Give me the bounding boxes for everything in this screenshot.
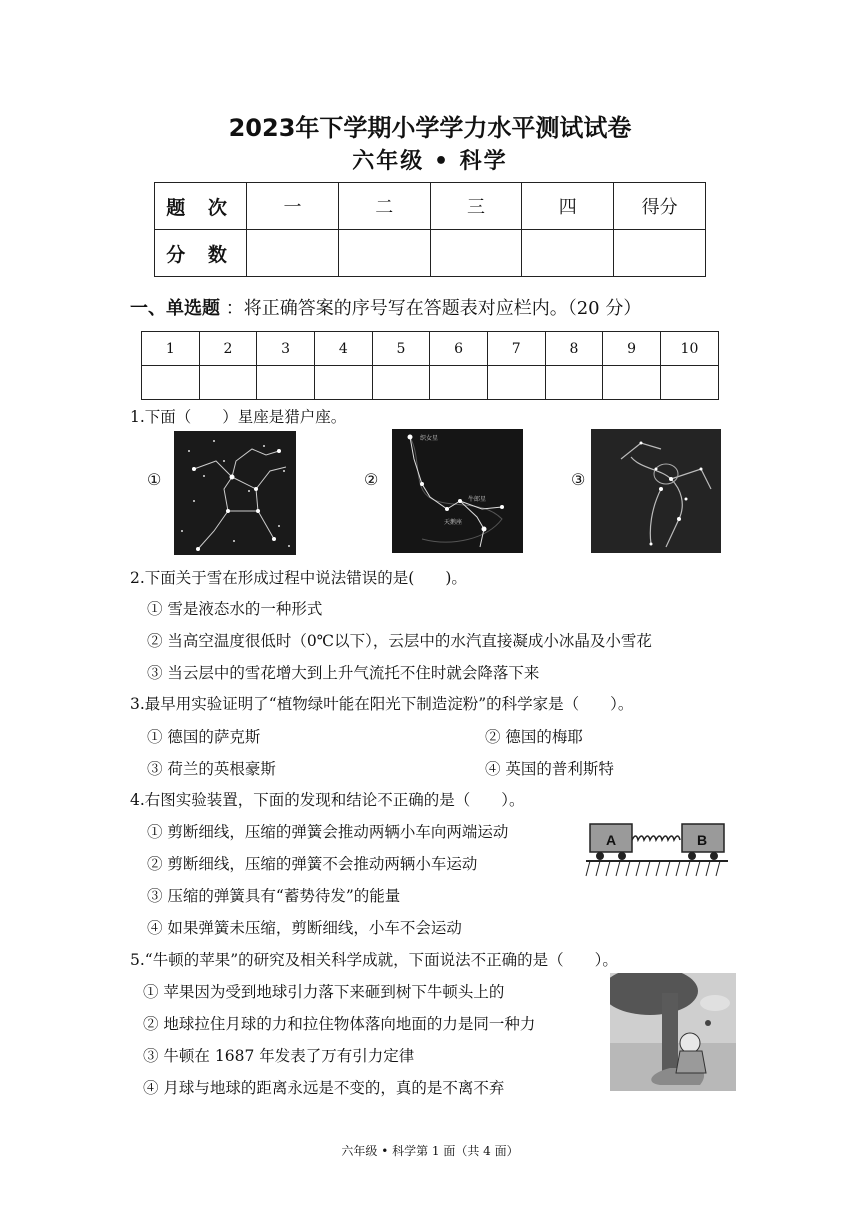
constellation-3-drawing <box>591 429 721 553</box>
q3-option-2: ② 德国的梅耶 <box>485 728 583 746</box>
constellation-1-drawing <box>174 431 296 555</box>
newton-apple-drawing <box>610 973 736 1091</box>
q4-option-1: ① 剪断细线，压缩的弹簧会推动两辆小车向两端运动 <box>147 823 509 841</box>
q5-option-1: ① 苹果因为受到地球引力落下来砸到树下牛顿头上的 <box>143 983 505 1001</box>
score-header-cell: 四 <box>522 183 614 230</box>
star-label: 天鹅座 <box>444 519 463 526</box>
answer-number: 6 <box>430 332 488 366</box>
answer-cell[interactable] <box>487 366 545 400</box>
answer-cell[interactable] <box>372 366 430 400</box>
score-header-cell: 三 <box>430 183 522 230</box>
question-5-text: 5.“牛顿的苹果”的研究及相关科学成就，下面说法不正确的是（ ）。 <box>130 951 618 969</box>
section1-title: 一、单选题 <box>130 298 220 319</box>
q4-option-4: ④ 如果弹簧未压缩，剪断细线，小车不会运动 <box>147 919 462 937</box>
q3-option-4: ④ 英国的普利斯特 <box>485 760 614 778</box>
answer-number: 7 <box>487 332 545 366</box>
answer-number-row <box>142 332 719 366</box>
score-table <box>154 182 706 277</box>
answer-cell[interactable] <box>660 366 718 400</box>
score-header-cell: 一 <box>247 183 339 230</box>
answer-cell[interactable] <box>430 366 488 400</box>
q2-option-1: ① 雪是液态水的一种形式 <box>147 600 323 618</box>
page-subtitle: 六年级 • 科学 <box>352 149 508 174</box>
constellation-2-image <box>392 429 523 553</box>
newton-apple-image <box>610 973 736 1091</box>
constellation-3-image <box>591 429 721 553</box>
score-value-cell[interactable] <box>338 230 430 277</box>
answer-cell[interactable] <box>257 366 315 400</box>
cart-b-label: B <box>697 832 708 848</box>
spring-carts-figure <box>584 820 730 886</box>
answer-cell[interactable] <box>603 366 661 400</box>
q3-option-1: ① 德国的萨克斯 <box>147 728 261 746</box>
section1-instruction: ：将正确答案的序号写在答题表对应栏内。（20 分） <box>220 298 642 319</box>
answer-cell[interactable] <box>199 366 257 400</box>
answer-cell[interactable] <box>142 366 200 400</box>
score-value-cell[interactable] <box>430 230 522 277</box>
question-2-text: 2.下面关于雪在形成过程中说法错误的是( )。 <box>130 569 467 587</box>
q1-option-marker: ③ <box>571 470 586 489</box>
score-value-cell[interactable] <box>614 230 706 277</box>
answer-cell[interactable] <box>314 366 372 400</box>
score-value-cell[interactable] <box>522 230 614 277</box>
answer-number: 4 <box>314 332 372 366</box>
q3-option-3: ③ 荷兰的英根豪斯 <box>147 760 276 778</box>
q2-option-3: ③ 当云层中的雪花增大到上升气流托不住时就会降落下来 <box>147 664 540 682</box>
score-header-cell: 得分 <box>614 183 706 230</box>
answer-number: 1 <box>142 332 200 366</box>
q5-option-3: ③ 牛顿在 1687 年发表了万有引力定律 <box>143 1047 415 1065</box>
answer-cell[interactable] <box>545 366 603 400</box>
question-3-text: 3.最早用实验证明了“植物绿叶能在阳光下制造淀粉”的科学家是（ ）。 <box>130 695 634 713</box>
score-table-header-row <box>155 183 706 230</box>
spring-carts-drawing <box>584 820 730 886</box>
answer-table <box>141 331 719 400</box>
answer-number: 8 <box>545 332 603 366</box>
score-table-value-row <box>155 230 706 277</box>
constellation-2-drawing <box>392 429 523 553</box>
star-label: 牛郎星 <box>468 496 487 503</box>
score-header-cell: 二 <box>338 183 430 230</box>
q2-option-2: ② 当高空温度很低时（0℃以下），云层中的水汽直接凝成小冰晶及小雪花 <box>147 632 652 650</box>
score-value-cell[interactable] <box>247 230 339 277</box>
q5-option-2: ② 地球拉住月球的力和拉住物体落向地面的力是同一种力 <box>143 1015 536 1033</box>
score-row-label: 分 数 <box>155 230 247 277</box>
answer-number: 5 <box>372 332 430 366</box>
q5-option-4: ④ 月球与地球的距离永远是不变的，真的是不离不弃 <box>143 1079 505 1097</box>
question-4-text: 4.右图实验装置，下面的发现和结论不正确的是（ ）。 <box>130 791 525 809</box>
answer-number: 3 <box>257 332 315 366</box>
cart-a-label: A <box>606 832 617 848</box>
section1-heading <box>130 294 641 320</box>
q4-option-3: ③ 压缩的弹簧具有“蓄势待发”的能量 <box>147 887 401 905</box>
answer-number: 9 <box>603 332 661 366</box>
answer-number: 10 <box>660 332 718 366</box>
orion-constellation-image <box>174 431 296 555</box>
answer-blank-row <box>142 366 719 400</box>
page-title: 2023年下学期小学学力水平测试试卷 <box>228 114 632 142</box>
page-footer: 六年级 • 科学第 1 面（共 4 面） <box>341 1144 519 1158</box>
q1-option-marker: ② <box>364 470 379 489</box>
star-label: 织女星 <box>420 435 439 442</box>
answer-number: 2 <box>199 332 257 366</box>
question-1-text: 1.下面（ ）星座是猎户座。 <box>130 408 347 426</box>
q4-option-2: ② 剪断细线，压缩的弹簧不会推动两辆小车运动 <box>147 855 478 873</box>
score-header-label: 题 次 <box>155 183 247 230</box>
q1-option-marker: ① <box>147 470 162 489</box>
